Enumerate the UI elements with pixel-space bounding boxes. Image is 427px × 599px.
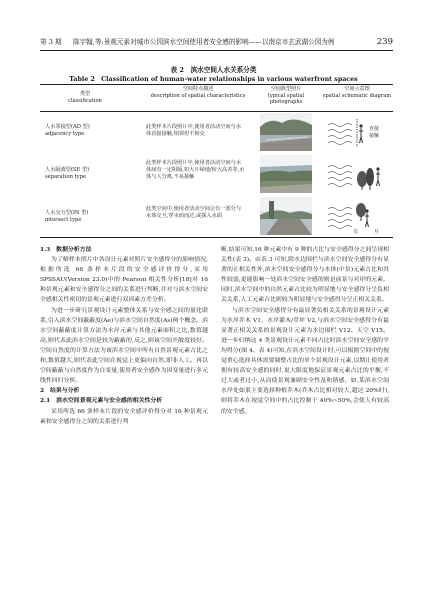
type-zh: 人水邻接型(AD 型) — [45, 124, 90, 130]
diagram-separation — [326, 155, 386, 193]
issue-label: 第 3 期 — [40, 38, 62, 46]
row-type-intersect — [45, 210, 125, 224]
type-en: intersect type — [45, 216, 82, 223]
running-header — [40, 36, 393, 49]
type-zh: 人水交互型(IN 型) — [45, 210, 89, 216]
paragraph: 采用所选 66 条样本片段的安全感评价得分对 16 种景观元素和安全感得分之间的关系进行判 — [40, 408, 208, 425]
body-column-left — [40, 245, 208, 427]
table-caption-en: Table 2 Classification of human-water relationships in various waterfront spaces — [69, 76, 358, 83]
header-rule — [40, 50, 393, 51]
table-bottom-rule — [40, 237, 393, 238]
diagram-label: 交 — [353, 229, 359, 235]
diagram-label: 互 — [374, 229, 380, 235]
column-header-description — [150, 86, 246, 99]
row-type-separation — [45, 167, 125, 181]
type-en: adjacency type — [45, 130, 85, 137]
paragraph: 为进一步研究景观设计元素整体关系与安全感之间的量化联系,引入滨水空间蔽蔽度(Ae)与滨水空间自然度(As)两个概念。滨水空间蔽蔽度计算方法为水岸元素与其他元素面积之比,数值越高,则代表此滨水空间是较为蔽蔽的,反之,则该空间开敞度较好。空间自然度的计算方法为该滨水空间中所有自然景观元素占比之和,数值越大,则代表此空间在视觉上更偏向自然,即非人工。再以空间蔽蔽与自然度作为自变量,使用者安全感作为因变量进行多元线性回归分析。 — [40, 307, 208, 385]
photo-adjacency — [260, 113, 312, 151]
column-header-zh: 空间示意图 — [344, 86, 370, 92]
column-header-type — [45, 91, 125, 104]
table-top-rule — [40, 84, 393, 85]
row-desc-adjacency: 此类样本片段照片中,使用者活动空间与水体直接接触,相邻但不相交 — [146, 124, 242, 137]
column-header-zh: 空间典型照片 — [270, 86, 302, 92]
table-header-rule — [40, 111, 393, 112]
paragraph: 与滨水空间安全感得分有最显著负相关关系的景观设计元素为水岸乔木 V1、水岸灌木/草坪 V2,与滨水空间安全感得分有最显著正相关关系的景观设计元素为水边围栏 V12、天空 V15。进一步归纳这 4 类景观设计元素不同占比时滨水空间安全感的平均得分(图 4、表 4)可知,在滨水空间设计时,可以根据空间中的视觉重心选择具体需要调整占比的单个景观设计元素,以期让使用者拥有较高安全感的同时,更大限度地保证景观元素占比的平衡,不过大或者过小,从而使景观兼顾安全性及和谐感。如,某滨水空间水岸处如果主要选择种植乔木(乔木占比相对较大,超过 20%时),则将乔木在视觉空间中的占比控制于 40%~50%,会使人有较高的安全感。 — [221, 307, 389, 415]
column-header-diagram — [322, 86, 392, 99]
column-header-en: classification — [68, 97, 102, 104]
column-header-photo — [255, 86, 317, 106]
section-heading: 1.3 数据分析方法 — [40, 246, 92, 253]
diagram-adjacency — [326, 113, 386, 151]
running-title: 陈宇翰,等:景观元素对城市公园滨水空间使用者安全感的影响——以南京市玄武湖公园为例 — [73, 38, 335, 46]
paragraph: 断,结果可知,16 种元素中有 9 种的占比与安全感得分之间呈现相关性(表 3)。由表 3 可知,除水边围栏与滨水空间安全感得分有显著的正相关性外,滨水空间安全感得分与水体(中景)元素占比和其性较弱,更能影响一处滨水空间安全感的则是前景与对岸的元素。同时,滨水空间中的自然元素占比较为明显地与安全感得分呈负相关关系,人工元素占比则较为明显地与安全感得分呈正相关关系。 — [221, 247, 389, 304]
row-type-adjacency — [45, 124, 125, 138]
section-heading: 2 结果与分析 — [40, 387, 80, 395]
diagram-label: 直接 — [369, 126, 380, 132]
column-header-en: description of spatial characteristics — [150, 92, 246, 99]
type-en: separation type — [45, 173, 86, 180]
paragraph: 为了解样本照片中各设计元素对照片安全感得分的影响情况,根据所选 66 条样本片段的安全感评价得分,采用 SPSSAU(Version 23.0)中的 Pearson 相关性分析[18]对 16 种景观元素和安全感得分之间的关系进行判断,并对与滨水空间安全感相关性密切的景观元素进行双因素方差分析。 — [40, 257, 208, 304]
column-header-en: spatial schematic diagram — [322, 92, 392, 99]
column-header-en: typical spatial photographs — [267, 92, 305, 106]
column-header-zh: 类型 — [79, 91, 91, 97]
type-zh: 人水隔离型(SE 型) — [45, 167, 90, 173]
table-caption-zh: 表 2 滨水空间人水关系分类 — [170, 66, 257, 74]
row-desc-intersect: 此类空间中,使用者活动空间会有一部分与水体交互,穿水而而过,或探入水面 — [146, 206, 242, 219]
photo-separation — [260, 155, 312, 193]
photo-intersect — [260, 197, 312, 235]
column-header-zh: 空间特点描述 — [182, 86, 214, 92]
page-number: 239 — [376, 37, 393, 47]
row-desc-separation: 此类样本片段照片中,使用者活动空间与水体间有一定阻隔,如大片绿地/较大高差等,水体与人分离,不易接触 — [146, 160, 245, 180]
diagram-intersect — [326, 197, 386, 235]
body-column-right — [221, 245, 389, 417]
diagram-label: 接触 — [369, 133, 380, 139]
section-heading: 2.1 滨水空间景观元素与安全感的相关性分析 — [40, 397, 163, 405]
